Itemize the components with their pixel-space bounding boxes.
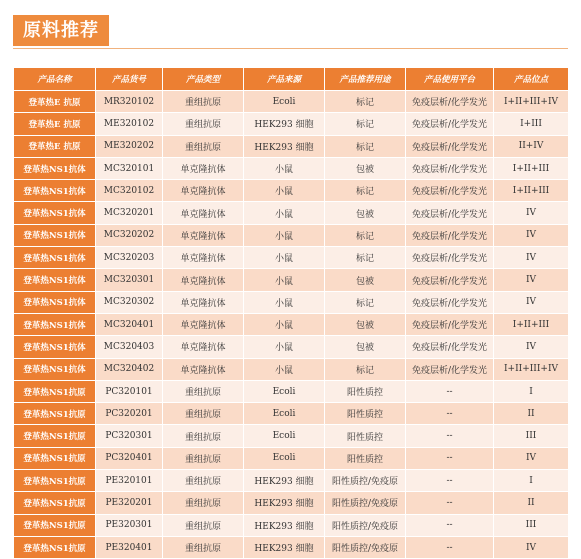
product-sku-cell: ME320102 bbox=[96, 113, 163, 135]
product-epitope-cell: IV bbox=[494, 269, 569, 291]
section-title: 原料推荐 bbox=[13, 15, 109, 46]
product-sku-cell: ME320202 bbox=[96, 135, 163, 157]
product-usage-cell: 阳性质控/免疫原 bbox=[325, 514, 406, 536]
col-header-type: 产品类型 bbox=[163, 68, 244, 91]
product-platform-cell: -- bbox=[406, 536, 494, 558]
product-platform-cell: 免疫层析/化学发光 bbox=[406, 135, 494, 157]
table-row bbox=[14, 313, 569, 335]
section-header bbox=[13, 15, 568, 51]
product-source-cell: 小鼠 bbox=[244, 180, 325, 202]
col-header-source: 产品来源 bbox=[244, 68, 325, 91]
product-platform-cell: 免疫层析/化学发光 bbox=[406, 113, 494, 135]
product-sku-cell: MC320401 bbox=[96, 313, 163, 335]
product-type-cell: 重组抗原 bbox=[163, 113, 244, 135]
product-usage-cell: 标记 bbox=[325, 135, 406, 157]
product-source-cell: Ecoli bbox=[244, 447, 325, 469]
product-usage-cell: 标记 bbox=[325, 358, 406, 380]
product-type-cell: 单克隆抗体 bbox=[163, 336, 244, 358]
product-type-cell: 单克隆抗体 bbox=[163, 247, 244, 269]
product-usage-cell: 标记 bbox=[325, 91, 406, 113]
product-usage-cell: 包被 bbox=[325, 336, 406, 358]
product-type-cell: 单克隆抗体 bbox=[163, 269, 244, 291]
table-row bbox=[14, 247, 569, 269]
product-epitope-cell: IV bbox=[494, 447, 569, 469]
product-sku-cell: PC320101 bbox=[96, 380, 163, 402]
product-name-cell: 登革热NS1抗原 bbox=[14, 492, 96, 514]
product-epitope-cell: II+IV bbox=[494, 135, 569, 157]
product-source-cell: 小鼠 bbox=[244, 157, 325, 179]
product-name-cell: 登革热E 抗原 bbox=[14, 135, 96, 157]
product-name-cell: 登革热E 抗原 bbox=[14, 91, 96, 113]
product-name-cell: 登革热NS1抗原 bbox=[14, 380, 96, 402]
product-type-cell: 重组抗原 bbox=[163, 492, 244, 514]
product-platform-cell: -- bbox=[406, 425, 494, 447]
product-usage-cell: 阳性质控/免疫原 bbox=[325, 536, 406, 558]
product-epitope-cell: II bbox=[494, 403, 569, 425]
product-type-cell: 单克隆抗体 bbox=[163, 224, 244, 246]
product-usage-cell: 阳性质控 bbox=[325, 447, 406, 469]
product-usage-cell: 标记 bbox=[325, 291, 406, 313]
product-epitope-cell: I+II+III+IV bbox=[494, 91, 569, 113]
product-platform-cell: 免疫层析/化学发光 bbox=[406, 336, 494, 358]
product-source-cell: 小鼠 bbox=[244, 291, 325, 313]
product-epitope-cell: III bbox=[494, 514, 569, 536]
product-usage-cell: 包被 bbox=[325, 313, 406, 335]
table-row bbox=[14, 269, 569, 291]
product-name-cell: 登革热E 抗原 bbox=[14, 113, 96, 135]
table-row bbox=[14, 113, 569, 135]
product-epitope-cell: IV bbox=[494, 247, 569, 269]
table-row bbox=[14, 358, 569, 380]
product-platform-cell: -- bbox=[406, 447, 494, 469]
product-type-cell: 单克隆抗体 bbox=[163, 157, 244, 179]
table-row bbox=[14, 425, 569, 447]
product-epitope-cell: I bbox=[494, 380, 569, 402]
product-source-cell: HEK293 细胞 bbox=[244, 135, 325, 157]
product-epitope-cell: IV bbox=[494, 336, 569, 358]
product-sku-cell: PE320101 bbox=[96, 470, 163, 492]
table-row bbox=[14, 336, 569, 358]
product-name-cell: 登革热NS1抗原 bbox=[14, 425, 96, 447]
product-epitope-cell: I+II+III+IV bbox=[494, 358, 569, 380]
table-row bbox=[14, 157, 569, 179]
product-name-cell: 登革热NS1抗体 bbox=[14, 291, 96, 313]
product-usage-cell: 阳性质控/免疫原 bbox=[325, 470, 406, 492]
product-sku-cell: PE320401 bbox=[96, 536, 163, 558]
product-source-cell: 小鼠 bbox=[244, 336, 325, 358]
product-source-cell: 小鼠 bbox=[244, 358, 325, 380]
product-epitope-cell: I+II+III bbox=[494, 157, 569, 179]
product-sku-cell: MC320201 bbox=[96, 202, 163, 224]
product-platform-cell: 免疫层析/化学发光 bbox=[406, 91, 494, 113]
product-type-cell: 重组抗原 bbox=[163, 425, 244, 447]
table-row bbox=[14, 514, 569, 536]
table-row bbox=[14, 380, 569, 402]
product-source-cell: Ecoli bbox=[244, 403, 325, 425]
table-row bbox=[14, 403, 569, 425]
product-name-cell: 登革热NS1抗体 bbox=[14, 313, 96, 335]
product-platform-cell: 免疫层析/化学发光 bbox=[406, 247, 494, 269]
product-usage-cell: 包被 bbox=[325, 269, 406, 291]
table-row bbox=[14, 202, 569, 224]
product-source-cell: Ecoli bbox=[244, 380, 325, 402]
product-platform-cell: 免疫层析/化学发光 bbox=[406, 157, 494, 179]
product-name-cell: 登革热NS1抗原 bbox=[14, 470, 96, 492]
product-name-cell: 登革热NS1抗体 bbox=[14, 247, 96, 269]
product-name-cell: 登革热NS1抗体 bbox=[14, 269, 96, 291]
product-epitope-cell: I+II+III bbox=[494, 180, 569, 202]
product-type-cell: 重组抗原 bbox=[163, 380, 244, 402]
product-epitope-cell: III bbox=[494, 425, 569, 447]
table-row bbox=[14, 91, 569, 113]
col-header-platform: 产品使用平台 bbox=[406, 68, 494, 91]
product-epitope-cell: IV bbox=[494, 202, 569, 224]
product-usage-cell: 标记 bbox=[325, 224, 406, 246]
product-usage-cell: 标记 bbox=[325, 247, 406, 269]
product-type-cell: 重组抗原 bbox=[163, 91, 244, 113]
product-sku-cell: PE320201 bbox=[96, 492, 163, 514]
product-usage-cell: 标记 bbox=[325, 180, 406, 202]
product-source-cell: HEK293 细胞 bbox=[244, 113, 325, 135]
product-platform-cell: 免疫层析/化学发光 bbox=[406, 202, 494, 224]
header-row bbox=[14, 68, 569, 91]
product-epitope-cell: I+III bbox=[494, 113, 569, 135]
product-epitope-cell: IV bbox=[494, 536, 569, 558]
product-name-cell: 登革热NS1抗体 bbox=[14, 336, 96, 358]
product-name-cell: 登革热NS1抗体 bbox=[14, 358, 96, 380]
product-platform-cell: -- bbox=[406, 514, 494, 536]
product-type-cell: 重组抗原 bbox=[163, 536, 244, 558]
product-name-cell: 登革热NS1抗体 bbox=[14, 180, 96, 202]
product-type-cell: 重组抗原 bbox=[163, 514, 244, 536]
product-name-cell: 登革热NS1抗体 bbox=[14, 224, 96, 246]
product-sku-cell: MC320302 bbox=[96, 291, 163, 313]
product-type-cell: 单克隆抗体 bbox=[163, 202, 244, 224]
product-table bbox=[13, 67, 569, 559]
product-type-cell: 重组抗原 bbox=[163, 135, 244, 157]
table-row bbox=[14, 447, 569, 469]
table-row bbox=[14, 492, 569, 514]
product-usage-cell: 标记 bbox=[325, 113, 406, 135]
product-type-cell: 单克隆抗体 bbox=[163, 358, 244, 380]
product-name-cell: 登革热NS1抗原 bbox=[14, 403, 96, 425]
section-divider bbox=[13, 48, 568, 49]
product-source-cell: HEK293 细胞 bbox=[244, 514, 325, 536]
product-type-cell: 单克隆抗体 bbox=[163, 291, 244, 313]
product-type-cell: 重组抗原 bbox=[163, 470, 244, 492]
product-name-cell: 登革热NS1抗原 bbox=[14, 514, 96, 536]
col-header-epitope: 产品位点 bbox=[494, 68, 569, 91]
product-sku-cell: MC320202 bbox=[96, 224, 163, 246]
col-header-usage: 产品推荐用途 bbox=[325, 68, 406, 91]
product-epitope-cell: I bbox=[494, 470, 569, 492]
table-row bbox=[14, 135, 569, 157]
product-type-cell: 单克隆抗体 bbox=[163, 180, 244, 202]
product-platform-cell: -- bbox=[406, 470, 494, 492]
product-platform-cell: 免疫层析/化学发光 bbox=[406, 269, 494, 291]
product-usage-cell: 阳性质控/免疫原 bbox=[325, 492, 406, 514]
product-sku-cell: PC320201 bbox=[96, 403, 163, 425]
table-row bbox=[14, 470, 569, 492]
product-source-cell: 小鼠 bbox=[244, 202, 325, 224]
table-row bbox=[14, 291, 569, 313]
product-epitope-cell: IV bbox=[494, 291, 569, 313]
product-epitope-cell: IV bbox=[494, 224, 569, 246]
product-platform-cell: -- bbox=[406, 492, 494, 514]
table-body bbox=[14, 91, 569, 559]
product-sku-cell: MC320403 bbox=[96, 336, 163, 358]
product-usage-cell: 包被 bbox=[325, 202, 406, 224]
product-name-cell: 登革热NS1抗原 bbox=[14, 536, 96, 558]
product-type-cell: 单克隆抗体 bbox=[163, 313, 244, 335]
product-platform-cell: -- bbox=[406, 403, 494, 425]
product-source-cell: HEK293 细胞 bbox=[244, 492, 325, 514]
product-type-cell: 重组抗原 bbox=[163, 403, 244, 425]
product-platform-cell: 免疫层析/化学发光 bbox=[406, 358, 494, 380]
product-sku-cell: MC320203 bbox=[96, 247, 163, 269]
col-header-sku: 产品货号 bbox=[96, 68, 163, 91]
product-platform-cell: 免疫层析/化学发光 bbox=[406, 180, 494, 202]
table-row bbox=[14, 536, 569, 558]
table-header bbox=[14, 68, 569, 91]
product-epitope-cell: I+II+III bbox=[494, 313, 569, 335]
product-source-cell: HEK293 细胞 bbox=[244, 470, 325, 492]
product-source-cell: Ecoli bbox=[244, 91, 325, 113]
product-name-cell: 登革热NS1抗原 bbox=[14, 447, 96, 469]
product-source-cell: 小鼠 bbox=[244, 224, 325, 246]
product-sku-cell: PC320301 bbox=[96, 425, 163, 447]
product-source-cell: Ecoli bbox=[244, 425, 325, 447]
product-platform-cell: -- bbox=[406, 380, 494, 402]
col-header-name: 产品名称 bbox=[14, 68, 96, 91]
product-source-cell: 小鼠 bbox=[244, 313, 325, 335]
product-platform-cell: 免疫层析/化学发光 bbox=[406, 313, 494, 335]
product-sku-cell: PC320401 bbox=[96, 447, 163, 469]
product-sku-cell: MC320102 bbox=[96, 180, 163, 202]
product-platform-cell: 免疫层析/化学发光 bbox=[406, 291, 494, 313]
product-sku-cell: MC320402 bbox=[96, 358, 163, 380]
product-sku-cell: MC320101 bbox=[96, 157, 163, 179]
product-source-cell: 小鼠 bbox=[244, 269, 325, 291]
product-usage-cell: 包被 bbox=[325, 157, 406, 179]
product-sku-cell: PE320301 bbox=[96, 514, 163, 536]
product-name-cell: 登革热NS1抗体 bbox=[14, 157, 96, 179]
product-type-cell: 重组抗原 bbox=[163, 447, 244, 469]
product-sku-cell: MC320301 bbox=[96, 269, 163, 291]
product-platform-cell: 免疫层析/化学发光 bbox=[406, 224, 494, 246]
product-usage-cell: 阳性质控 bbox=[325, 425, 406, 447]
product-source-cell: HEK293 细胞 bbox=[244, 536, 325, 558]
product-source-cell: 小鼠 bbox=[244, 247, 325, 269]
product-usage-cell: 阳性质控 bbox=[325, 403, 406, 425]
product-name-cell: 登革热NS1抗体 bbox=[14, 202, 96, 224]
table-row bbox=[14, 180, 569, 202]
product-epitope-cell: II bbox=[494, 492, 569, 514]
product-usage-cell: 阳性质控 bbox=[325, 380, 406, 402]
product-sku-cell: MR320102 bbox=[96, 91, 163, 113]
table-row bbox=[14, 224, 569, 246]
